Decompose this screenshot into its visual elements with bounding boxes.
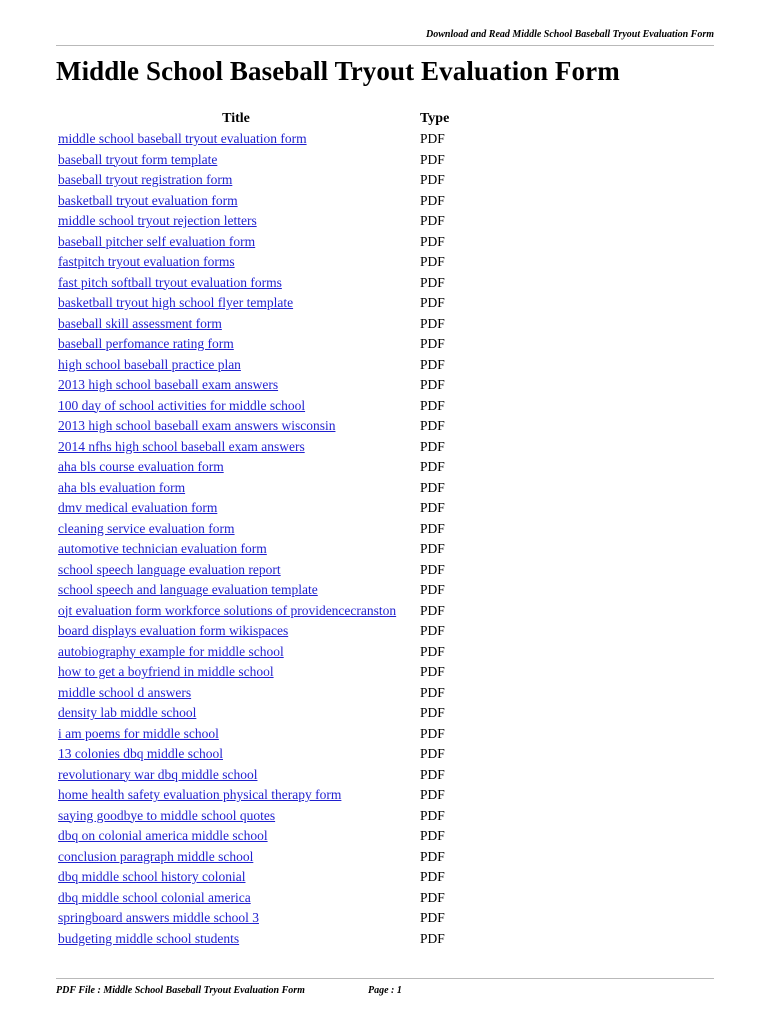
table-body xyxy=(58,131,478,951)
table-row xyxy=(58,541,478,562)
file-type-label: PDF xyxy=(420,151,445,167)
file-type-label: PDF xyxy=(420,520,445,536)
file-type-label: PDF xyxy=(420,848,445,864)
table-row xyxy=(58,500,478,521)
running-header: Download and Read Middle School Baseball Tryout Evaluation Form xyxy=(426,29,714,40)
file-type-label: PDF xyxy=(420,438,445,454)
table-row xyxy=(58,357,478,378)
table-row xyxy=(58,767,478,788)
file-type-label: PDF xyxy=(420,233,445,249)
file-type-label: PDF xyxy=(420,766,445,782)
document-link[interactable]: cleaning service evaluation form xyxy=(58,520,235,536)
document-link[interactable]: density lab middle school xyxy=(58,705,197,720)
file-type-label: PDF xyxy=(420,479,445,495)
file-type-label: PDF xyxy=(420,213,445,228)
table-row xyxy=(58,213,478,234)
file-type-label: PDF xyxy=(420,459,445,474)
header-divider xyxy=(56,45,714,46)
table-row xyxy=(58,746,478,767)
footer-page-number: Page : 1 xyxy=(368,985,402,996)
table-row xyxy=(58,623,478,644)
file-type-label: PDF xyxy=(420,807,445,823)
document-link[interactable]: high school baseball practice plan xyxy=(58,356,241,372)
table-row xyxy=(58,664,478,685)
document-link[interactable]: basketball tryout evaluation form xyxy=(58,192,238,208)
file-type-label: PDF xyxy=(420,602,445,618)
document-link[interactable]: springboard answers middle school 3 xyxy=(58,910,259,925)
file-type-label: PDF xyxy=(420,418,445,433)
document-link[interactable]: baseball skill assessment form xyxy=(58,315,222,331)
table-row xyxy=(58,172,478,193)
file-type-label: PDF xyxy=(420,664,445,679)
table-row xyxy=(58,685,478,706)
document-link[interactable]: saying goodbye to middle school quotes xyxy=(58,807,276,823)
file-type-label: PDF xyxy=(420,869,445,884)
file-type-label: PDF xyxy=(420,828,445,843)
document-link[interactable]: basketball tryout high school flyer template xyxy=(58,295,294,310)
table-row xyxy=(58,439,478,460)
table-row xyxy=(58,705,478,726)
table-row xyxy=(58,644,478,665)
table-row xyxy=(58,808,478,829)
table-row xyxy=(58,418,478,439)
table-row xyxy=(58,869,478,890)
table-row xyxy=(58,828,478,849)
document-link[interactable]: automotive technician evaluation form xyxy=(58,541,267,556)
table-row xyxy=(58,459,478,480)
document-link[interactable]: aha bls evaluation form xyxy=(58,479,186,495)
document-link[interactable]: 2014 nfhs high school baseball exam answers xyxy=(58,438,305,454)
file-type-label: PDF xyxy=(420,705,445,720)
document-link[interactable]: dbq middle school history colonial xyxy=(58,869,246,884)
file-type-label: PDF xyxy=(420,623,445,638)
table-row xyxy=(58,480,478,501)
file-type-label: PDF xyxy=(420,746,445,761)
document-link[interactable]: revolutionary war dbq middle school xyxy=(58,766,258,782)
document-link[interactable]: middle school baseball tryout evaluation form xyxy=(58,131,307,146)
document-link[interactable]: how to get a boyfriend in middle school xyxy=(58,664,274,679)
file-type-label: PDF xyxy=(420,541,445,556)
document-link[interactable]: autobiography example for middle school xyxy=(58,643,284,659)
file-type-label: PDF xyxy=(420,930,445,946)
table-row xyxy=(58,131,478,152)
document-link[interactable]: dbq on colonial america middle school xyxy=(58,828,268,843)
table-row xyxy=(58,910,478,931)
document-link[interactable]: 100 day of school activities for middle school xyxy=(58,397,306,413)
table-row xyxy=(58,931,478,952)
file-type-label: PDF xyxy=(420,787,445,802)
document-link[interactable]: 2013 high school baseball exam answers xyxy=(58,377,279,392)
table-row xyxy=(58,295,478,316)
document-link[interactable]: board displays evaluation form wikispaces xyxy=(58,623,289,638)
document-link[interactable]: school speech and language evaluation template xyxy=(58,582,318,597)
document-link[interactable]: i am poems for middle school xyxy=(58,725,219,741)
document-link[interactable]: 13 colonies dbq middle school xyxy=(58,746,223,761)
table-row xyxy=(58,316,478,337)
table-row xyxy=(58,254,478,275)
table-row xyxy=(58,890,478,911)
document-link[interactable]: school speech language evaluation report xyxy=(58,561,281,577)
document-link[interactable]: baseball tryout registration form xyxy=(58,172,233,187)
document-link[interactable]: dmv medical evaluation form xyxy=(58,500,218,515)
file-type-label: PDF xyxy=(420,561,445,577)
document-link[interactable]: fastpitch tryout evaluation forms xyxy=(58,254,235,269)
document-link[interactable]: dbq middle school colonial america xyxy=(58,889,251,905)
file-type-label: PDF xyxy=(420,377,445,392)
file-type-label: PDF xyxy=(420,274,445,290)
table-row xyxy=(58,275,478,296)
file-type-label: PDF xyxy=(420,315,445,331)
column-header-title: Title xyxy=(222,111,250,126)
document-link[interactable]: conclusion paragraph middle school xyxy=(58,848,254,864)
table-row xyxy=(58,193,478,214)
document-link[interactable]: baseball perfomance rating form xyxy=(58,336,234,351)
file-type-label: PDF xyxy=(420,582,445,597)
file-type-label: PDF xyxy=(420,500,445,515)
document-link[interactable]: budgeting middle school students xyxy=(58,930,240,946)
file-type-label: PDF xyxy=(420,643,445,659)
file-type-label: PDF xyxy=(420,725,445,741)
table-row xyxy=(58,377,478,398)
document-link[interactable]: baseball pitcher self evaluation form xyxy=(58,233,256,249)
file-type-label: PDF xyxy=(420,336,445,351)
document-link[interactable]: baseball tryout form template xyxy=(58,151,218,167)
document-link[interactable]: fast pitch softball tryout evaluation forms xyxy=(58,274,282,290)
table-row xyxy=(58,582,478,603)
document-link[interactable]: ojt evaluation form workforce solutions of providencecranston xyxy=(58,602,397,618)
document-link[interactable]: 2013 high school baseball exam answers wisconsin xyxy=(58,418,336,433)
footer-file-label: PDF File : Middle School Baseball Tryout Evaluation Form xyxy=(56,985,305,996)
file-type-label: PDF xyxy=(420,684,445,700)
document-link[interactable]: home health safety evaluation physical therapy form xyxy=(58,787,342,802)
file-type-label: PDF xyxy=(420,254,445,269)
table-row xyxy=(58,234,478,255)
column-header-type: Type xyxy=(420,111,450,126)
file-type-label: PDF xyxy=(420,131,445,146)
table-row xyxy=(58,787,478,808)
document-link[interactable]: middle school d answers xyxy=(58,684,192,700)
file-type-label: PDF xyxy=(420,397,445,413)
file-type-label: PDF xyxy=(420,356,445,372)
table-header xyxy=(58,111,478,131)
file-type-label: PDF xyxy=(420,910,445,925)
document-title: Middle School Baseball Tryout Evaluation Form xyxy=(56,56,620,86)
footer-divider xyxy=(56,978,714,979)
file-type-label: PDF xyxy=(420,295,445,310)
file-type-label: PDF xyxy=(420,192,445,208)
table-row xyxy=(58,849,478,870)
file-type-label: PDF xyxy=(420,889,445,905)
table-row xyxy=(58,336,478,357)
table-row xyxy=(58,398,478,419)
table-row xyxy=(58,521,478,542)
results-table xyxy=(58,111,478,951)
table-row xyxy=(58,603,478,624)
document-link[interactable]: middle school tryout rejection letters xyxy=(58,213,257,228)
table-row xyxy=(58,152,478,173)
table-row xyxy=(58,726,478,747)
table-row xyxy=(58,562,478,583)
document-link[interactable]: aha bls course evaluation form xyxy=(58,459,224,474)
file-type-label: PDF xyxy=(420,172,445,187)
